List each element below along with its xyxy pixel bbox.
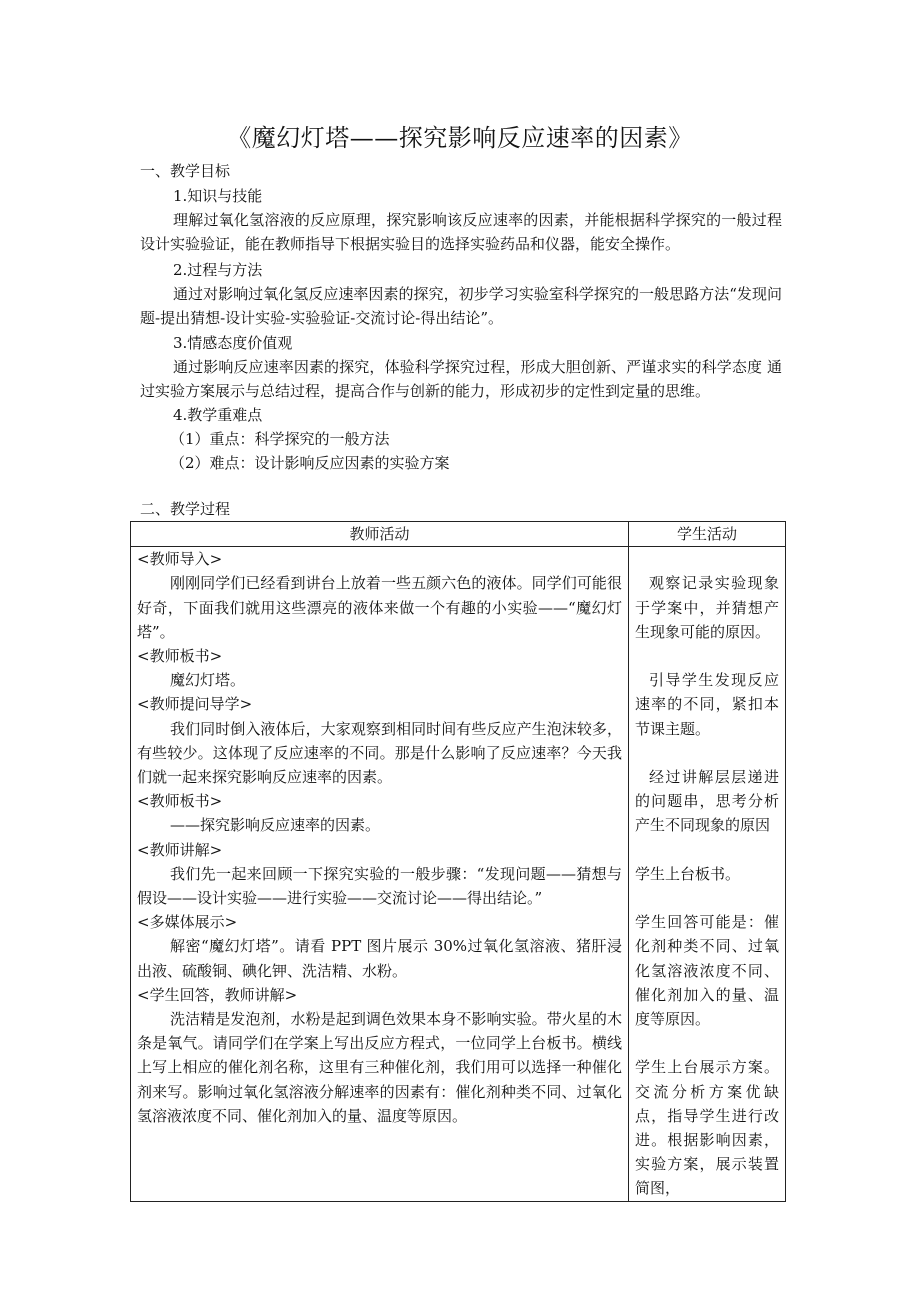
header-student-activity: 学生活动 — [629, 522, 786, 547]
key-point-difficulty: （2）难点：设计影响反应因素的实验方案 — [170, 454, 450, 472]
teacher-activity-cell — [131, 547, 629, 1201]
activity-text: ——探究影响反应速率的因素。 — [170, 816, 381, 835]
section-heading-objectives: 一、教学目标 — [140, 162, 231, 180]
objective-text-attitude: 通过影响反应速率因素的探究，体验科学探究过程，形成大胆创新、严谨求实的科学态度 通过实验方案展示与总结过程，提高合作与创新的能力，形成初步的定性到定量的思维。 — [140, 358, 782, 400]
activity-tag: <教师板书> — [137, 792, 223, 811]
activity-text: 我们先一起来回顾一下探究实验的一般步骤：“发现问题——猜想与假设——设计实验——进行实验——交流讨论——得出结论。” — [137, 864, 622, 908]
activity-text: 解密“魔幻灯塔”。请看 PPT 图片展示 30%过氧化氢溶液、猪肝浸出液、硫酸铜、碘化钾、洗洁精、水粉。 — [137, 937, 622, 980]
activity-tag: <多媒体展示> — [137, 913, 238, 932]
activity-tag: <教师板书> — [137, 647, 223, 666]
objective-text-process: 通过对影响过氧化氢反应速率因素的探究，初步学习实验室科学探究的一般思路方法“发现问题-提出猜想-设计实验-实验验证-交流讨论-得出结论”。 — [140, 285, 782, 327]
student-activity-text: 学生上台板书。 — [635, 864, 741, 883]
student-activity-text: 经过讲解层层递进的问题串，思考分析产生不同现象的原因 — [635, 767, 779, 835]
activity-text: 魔幻灯塔。 — [170, 671, 246, 690]
teaching-process-table — [130, 521, 786, 1202]
student-activity-text: 观察记录实验现象于学案中，并猜想产生现象可能的原因。 — [635, 574, 779, 641]
objective-heading-attitude: 3.情感态度价值观 — [173, 334, 293, 352]
table-header-row — [131, 522, 786, 547]
table-row — [131, 547, 786, 1201]
objective-heading-knowledge: 1.知识与技能 — [173, 187, 263, 205]
header-teacher-activity: 教师活动 — [131, 522, 629, 547]
activity-tag: <学生回答，教师讲解> — [137, 985, 298, 1004]
activity-tag: <教师讲解> — [137, 840, 223, 859]
student-activity-text: 引导学生发现反应速率的不同，紧扣本节课主题。 — [635, 671, 779, 738]
student-activity-text: 学生回答可能是：催化剂种类不同、过氧化氢溶液浓度不同、催化剂加入的量、温度等原因。 — [635, 913, 779, 1028]
activity-text: 洗洁精是发泡剂，水粉是起到调色效果本身不影响实验。带火星的木条是氧气。请同学们在学案上写出反应方程式，一位同学上台板书。横线上写上相应的催化剂名称，这里有三种催化剂，我们用可以选择一种催化剂来写。影响过氧化氢溶液分解速率的因素有：催化剂种类不同、过氧化氢溶液浓度不同、催化剂加入的量、温度等原因。 — [137, 1010, 622, 1125]
key-point-focus: （1）重点：科学探究的一般方法 — [170, 430, 390, 448]
activity-tag: <教师导入> — [137, 550, 223, 569]
objective-heading-process: 2.过程与方法 — [173, 261, 263, 279]
section-heading-process: 二、教学过程 — [140, 500, 231, 518]
objective-text-knowledge: 理解过氧化氢溶液的反应原理，探究影响该反应速率的因素，并能根据科学探究的一般过程设计实验验证，能在教师指导下根据实验目的选择实验药品和仪器，能安全操作。 — [140, 211, 782, 253]
objective-heading-keypoints: 4.教学重难点 — [173, 406, 263, 424]
document-title: 《魔幻灯塔——探究影响反应速率的因素》 — [227, 124, 693, 152]
activity-tag: <教师提问导学> — [137, 695, 253, 714]
activity-text: 刚刚同学们已经看到讲台上放着一些五颜六色的液体。同学们可能很好奇，下面我们就用这些漂亮的液体来做一个有趣的小实验——“魔幻灯塔”。 — [137, 574, 622, 641]
student-activity-text: 学生上台展示方案。交流分析方案优缺点，指导学生进行改进。根据影响因素，实验方案，展示装置简图， — [635, 1058, 779, 1198]
student-activity-cell — [629, 547, 786, 1201]
activity-text: 我们同时倒入液体后，大家观察到相同时间有些反应产生泡沫较多，有些较少。这体现了反应速率的不同。那是什么影响了反应速率？今天我们就一起来探究影响反应速率的因素。 — [137, 719, 622, 787]
